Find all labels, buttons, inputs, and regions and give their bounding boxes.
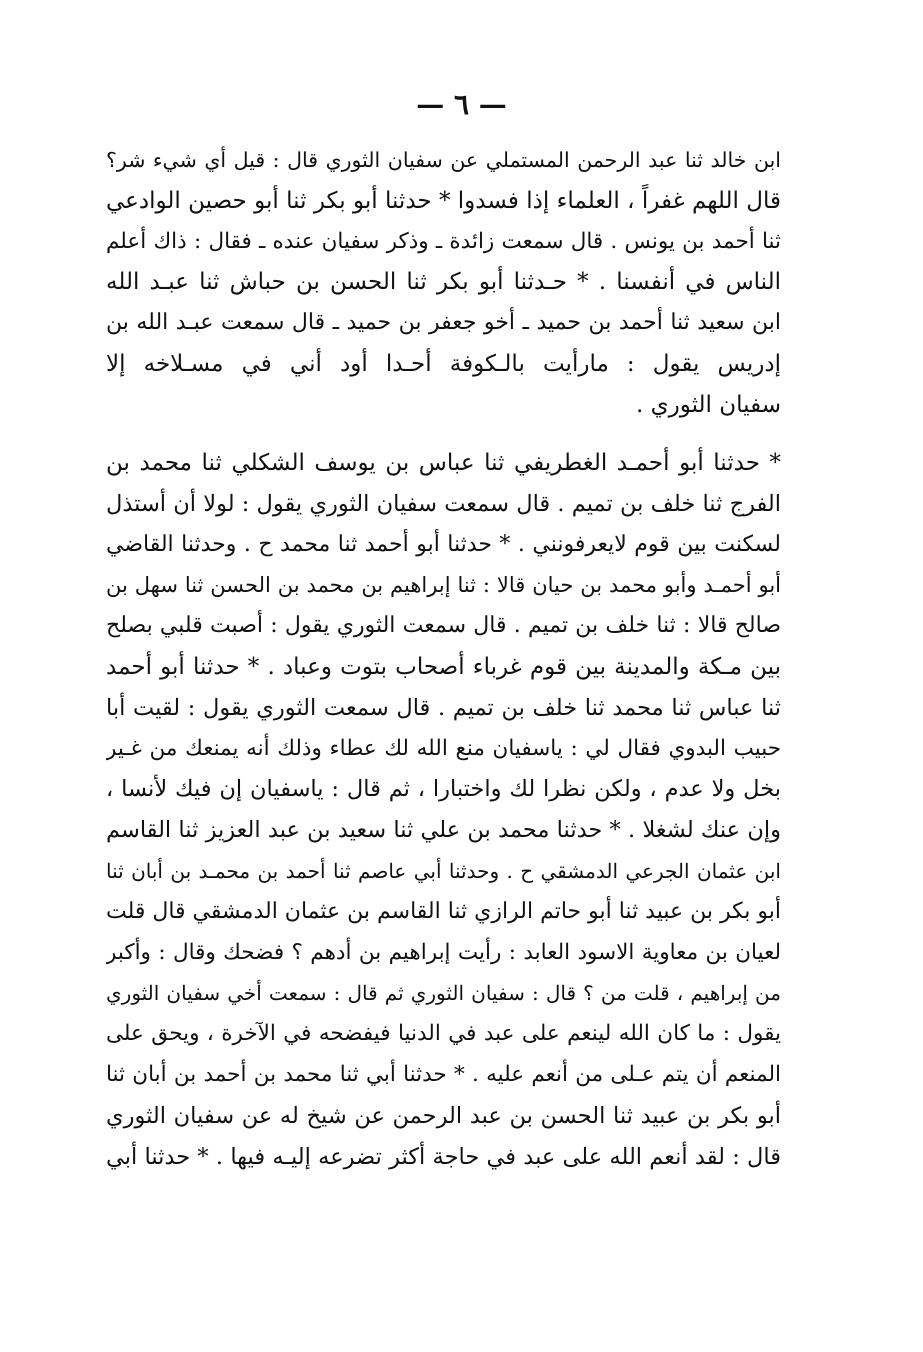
paragraph-1 xyxy=(106,140,781,426)
text-line: إدريس يقول : مارأيت بالـكوفة أحـدا أود أني في مسـلاخه إلا xyxy=(106,350,781,377)
text-line: يقول : ما كان الله لينعم على عبد في الدنيا فيفضحه في الآخرة ، ويحق على xyxy=(106,1021,781,1047)
text-line: قال : لقد أنعم الله على عبد في حاجة أكثر تضرعه إليـه فيها . * حدثنا أبي xyxy=(106,1143,781,1170)
text-line: وإن عنك لشغلا . * حدثنا محمد بن علي ثنا سعيد بن عبد العزيز ثنا القاسم xyxy=(106,817,781,844)
text-line: لسكنت بين قوم لايعرفونني . * حدثنا أبو أحمد ثنا محمد ح . وحدثنا القاضي xyxy=(106,531,781,557)
text-line: سفيان الثوري . xyxy=(635,391,781,418)
text-line: بين مـكة والمدينة بين قوم غرباء أصحاب بتوت وعباد . * حدثنا أبو أحمد xyxy=(106,653,781,680)
text-line: من إبراهيم ، قلت من ؟ قال : سفيان الثوري ثم قال : سمعت أخي سفيان الثوري xyxy=(106,981,781,1006)
text-line: صالح قالا : ثنا خلف بن تميم . قال سمعت الثوري يقول : أصبت قلبي بصلح xyxy=(106,613,781,639)
text-line: الناس في أنفسنا . * حـدثنا أبو بكر ثنا الحسن بن حباش ثنا عبـد الله xyxy=(106,269,781,296)
text-line: الفرج ثنا خلف بن تميم . قال سمعت سفيان الثوري يقول : لولا أن أستذل xyxy=(106,490,781,517)
text-line: ابن سعيد ثنا أحمد بن حميد ـ أخو جعفر بن حميد ـ قال سمعت عبـد الله بن xyxy=(106,310,781,336)
text-line: ثنا أحمد بن يونس . قال سمعت زائدة ـ وذكر سفيان عنده ـ فقال : ذاك أعلم xyxy=(106,228,781,254)
text-line: بخل ولا عدم ، ولكن نظرا لك واختبارا ، ثم قال : ياسفيان إن فيك لأنسا ، xyxy=(106,776,781,803)
text-line: قال اللهم غفراً ، العلماء إذا فسدوا * حدثنا أبو بكر ثنا أبو حصين الوادعي xyxy=(106,187,781,214)
page-number: — ٦ — xyxy=(416,88,507,121)
text-line: حبيب البدوي فقال لي : ياسفيان منع الله لك عطاء وذلك أنه يمنعك من غـير xyxy=(106,735,781,761)
paragraph-2 xyxy=(106,443,781,1177)
text-line: أبو أحمـد وأبو محمد بن حيان قالا : ثنا إبراهيم بن محمد بن الحسن ثنا سهل بن xyxy=(106,573,781,598)
text-line: لعيان بن معاوية الاسود العابد : رأيت إبراهيم بن أدهم ؟ فضحك وقال : وأكبر xyxy=(106,939,781,965)
text-line: ابن عثمان الجرعي الدمشقي ح . وحدثنا أبي عاصم ثنا أحمد بن محمـد بن أبان ثنا xyxy=(106,858,781,883)
text-line: أبو بكر بن عبيد ثنا الحسن بن عبد الرحمن عن شيخ له عن سفيان الثوري xyxy=(106,1102,781,1129)
text-line: أبو بكر بن عبيد ثنا أبو حاتم الرازي ثنا القاسم بن عثمان الدمشقي قال قلت xyxy=(106,898,781,924)
text-line: ابن خالد ثنا عبد الرحمن المستملي عن سفيان الثوري قال : قيل أي شيء شر؟ xyxy=(106,148,781,172)
text-line: * حدثنا أبو أحمـد الغطريفي ثنا عباس بن يوسف الشكلي ثنا محمد بن xyxy=(106,450,781,476)
text-line: المنعم أن يتم عـلى من أنعم عليه . * حدثنا أبي ثنا محمد بن أحمد بن أبان ثنا xyxy=(106,1061,781,1087)
text-line: ثنا عباس ثنا محمد ثنا خلف بن تميم . قال سمعت الثوري يقول : لقيت أبا xyxy=(106,694,781,721)
